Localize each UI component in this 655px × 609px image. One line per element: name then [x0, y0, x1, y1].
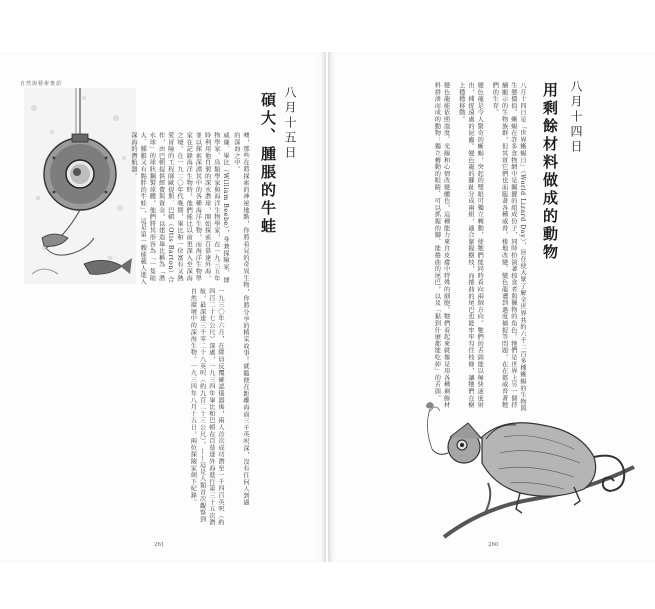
left-page: [0, 52, 326, 562]
running-head: 自然與藝術奧語: [20, 81, 63, 87]
body-paragraph: 八月十四日是「世界蜥蜴日」（World Lizard Day），旨在使大眾了解全世界共約六千二百多種蜥蜴的生物與生態價值。蜥蜴在許多食物網中是關鍵的組成份子，同時扮演著掠食者與獵物的角色。牠們是世界上另一個持續顯示的生物族群，但其實它們也面臨著各種威脅。棲地改變、變色龍遭到過度捕捉等問題，在在都威脅著牠們的生存。: [491, 82, 526, 412]
page-number: 260: [488, 542, 499, 548]
body-text-block: [228, 132, 250, 512]
entry-title: 碩大、腫脹的牛蛙: [259, 92, 277, 236]
body-paragraph: 威廉．畢比（William Beebe），身兼探險家、博物學家、鳥類學家與海洋生物學家，在一九三五年時利用他自製的深水潛球，開始探索百慕達外海，並以探索深淵其中的各種海洋生物，而海洋生物學家在記錄海洋生物時，他們能比以前更深入至深海之境。在一九二〇年代晚期，畢比和一位富有又熱愛冒險的工程師歐提斯．巴頓（Otis Barton）合作，由巴頓提供經費與資金，以建造畢比稱為「潛水球」的球狀鋼製球體，他們將其形容為「一隻碩大、腫脹又有點胖的牛蛙」，這是第一艘能載人進入深海的潛航器。: [129, 132, 229, 286]
body-text-block: [352, 82, 527, 412]
page-number: 261: [154, 542, 165, 548]
right-page: [328, 52, 655, 562]
diving-bell-illustration: [24, 88, 136, 284]
chameleon-illustration: [424, 397, 644, 547]
book-spread: [0, 52, 655, 562]
body-paragraph: 變色龍能依照溫度、光線和心情改變體色，這種能力來自皮膚中特殊的細胞。牠們看起來就像是用各種剩餘材料拼湊而成的動物：獨立轉動的眼睛、可以抓握的腳、能捲曲的尾巴，以及「黏到什麼都能吃掉」的舌頭。: [433, 82, 450, 409]
body-text-block: [40, 288, 225, 528]
entry-title: 用剩餘材料做成的動物: [541, 82, 559, 262]
entry-date: 八月十四日: [569, 80, 583, 155]
entry-date: 八月十五日: [283, 86, 297, 161]
body-paragraph: 噢，那些在將探索的神祕地點，你將看見的奇異生物，你將分享的精采故事！就隨便在距離海面三千英呎深，沒有任何人到過的深海之中。: [232, 132, 249, 506]
body-text-block: [129, 132, 230, 287]
body-paragraph: 一九三〇年六月，在隊員反覆確認儀器後，兩人首次成功潛至一千四百英呎（約四百二十七公尺）深處，一九三四年畢比和巴頓在百慕達外海進行第三十五次潛航，最深達三千零二十八英呎（約九百二十三公尺）。——這是人類首次觀察到自然環境中的深海生物。一九三四年八月十五日，兩位探險家創下紀錄。: [189, 288, 224, 526]
body-paragraph: 變色龍是令人驚奇的蜥蜴，突起的雙眼可獨立轉動，使牠們能同時看向兩個方向。牠們的舌頭能以極快速度射出，捕捉遠處的昆蟲。變色龍的腳趾分成兩組，適合緊握樹枝，而捲曲的尾巴也能牢牢勾住枝條，讓牠們在樹上穩穩移動。: [457, 82, 484, 409]
